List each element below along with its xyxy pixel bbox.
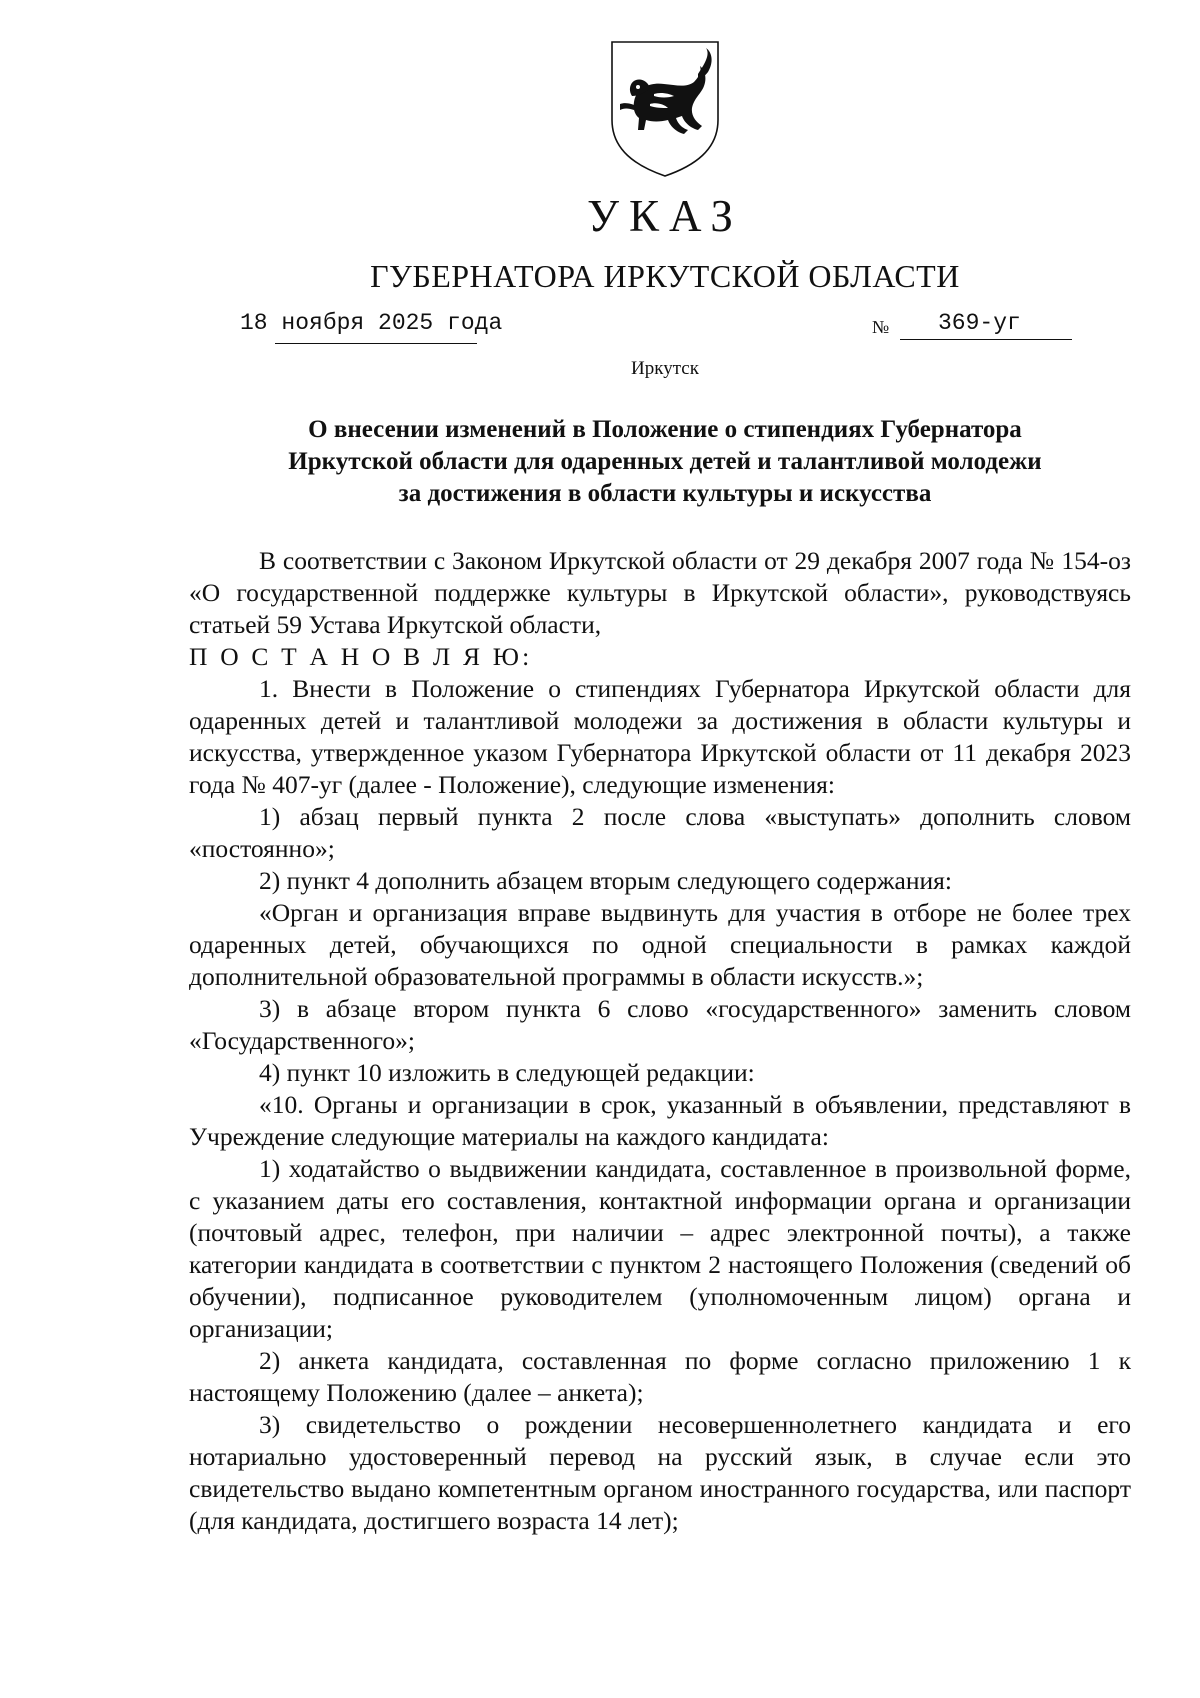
- title-line-3: за достижения в области культуры и искусства: [398, 480, 932, 507]
- document-number: 369-уг: [938, 310, 1021, 336]
- coat-of-arms-icon: [606, 38, 724, 180]
- document-date: 18 ноября 2025 года: [240, 310, 503, 336]
- body-paragraph: 1) абзац первый пункта 2 после слова «выступать» дополнить словом «постоянно»;: [189, 802, 1131, 863]
- title-line-2: Иркутской области для одаренных детей и талантливой молодежи: [288, 448, 1042, 475]
- document-title: [180, 414, 1150, 510]
- issuer-title: ГУБЕРНАТОРА ИРКУТСКОЙ ОБЛАСТИ: [370, 258, 960, 294]
- body-paragraph: 1) ходатайство о выдвижении кандидата, составленное в произвольной форме, с указанием даты его составления, контактной информации органа и организации (почтовый адрес, телефон, при наличии – адрес электронной почты), а также категории кандидата в соответствии с пунктом 2 настоящего Положения (сведений об обучении), подписанное руководителем (уполномоченным лицом) органа и организации;: [189, 1154, 1131, 1343]
- body-paragraph: 2) анкета кандидата, составленная по форме согласно приложению 1 к настоящему Положению (далее – анкета);: [189, 1346, 1131, 1407]
- resolve-statement: П О С Т А Н О В Л Я Ю:: [189, 642, 533, 671]
- coat-of-arms-svg: [606, 38, 724, 180]
- document-body: [189, 545, 1131, 1537]
- body-paragraph: 3) в абзаце втором пункта 6 слово «государственного» заменить словом «Государственного»;: [189, 994, 1131, 1055]
- document-type: УКАЗ: [587, 191, 743, 241]
- preamble-paragraph: В соответствии с Законом Иркутской области от 29 декабря 2007 года № 154-оз «О государственной поддержке культуры в Иркутской области», руководствуясь статьей 59 Устава Иркутской области,: [189, 546, 1131, 639]
- number-underline: [900, 339, 1072, 340]
- body-paragraph: «10. Органы и организации в срок, указанный в объявлении, представляют в Учреждение следующие материалы на каждого кандидата:: [189, 1090, 1131, 1151]
- body-paragraph: 1. Внести в Положение о стипендиях Губернатора Иркутской области для одаренных детей и талантливой молодежи за достижения в области культуры и искусства, утвержденное указом Губернатора Иркутской области от 11 декабря 2023 года № 407-уг (далее - Положение), следующие изменения:: [189, 674, 1131, 799]
- body-paragraph: 2) пункт 4 дополнить абзацем вторым следующего содержания:: [259, 866, 952, 895]
- body-paragraph: 3) свидетельство о рождении несовершеннолетнего кандидата и его нотариально удостоверенный перевод на русский язык, в случае если это свидетельство выдано компетентным органом иностранного государства, или паспорт (для кандидата, достигшего возраста 14 лет);: [189, 1410, 1131, 1535]
- document-city: Иркутск: [631, 358, 699, 379]
- body-paragraph: 4) пункт 10 изложить в следующей редакции:: [259, 1058, 755, 1087]
- body-paragraph: «Орган и организация вправе выдвинуть для участия в отборе не более трех одаренных детей, обучающихся по одной специальности в рамках каждой дополнительной образовательной программы в области искусств.»;: [189, 898, 1131, 991]
- number-sign: №: [872, 317, 890, 337]
- date-underline: [275, 343, 477, 344]
- title-line-1: О внесении изменений в Положение о стипендиях Губернатора: [308, 416, 1022, 443]
